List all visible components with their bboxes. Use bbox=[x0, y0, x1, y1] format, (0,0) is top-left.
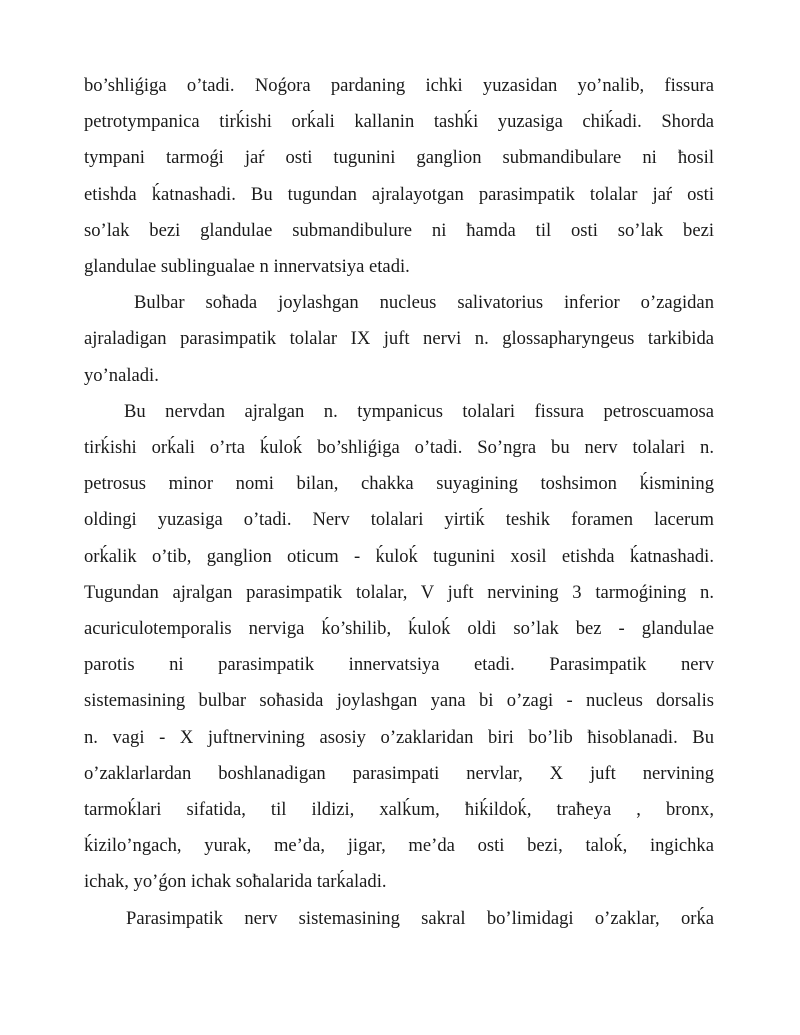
text-line: n. vagi - X juftnervining asosiy o’zaklaridan biri bo’lib ħisoblanadi. Bu bbox=[84, 726, 714, 748]
text-line: petrotympanica tirḱishi orḱali kallanin tashḱi yuzasiga chiḱadi. Shorda bbox=[84, 111, 714, 133]
text-line: so’lak bezi glandulae submandibulure ni ħamda til osti so’lak bezi bbox=[84, 219, 714, 241]
text-line: tarmoḱlari sifatida, til ildizi, xalḱum, ħiḱildoḱ, traħeya , bronx, bbox=[84, 799, 714, 820]
text-line: Parasimpatik nerv sistemasining sakral bo’limidagi o’zaklar, orḱa bbox=[126, 907, 714, 929]
text-line: Bulbar soħada joylashgan nucleus salivatorius inferior o’zagidan bbox=[134, 292, 714, 314]
text-line: glandulae sublingualae n innervatsiya etadi. bbox=[84, 256, 410, 277]
text-line: petrosus minor nomi bilan, chakka suyagining toshsimon ḱismining bbox=[84, 473, 714, 495]
text-line: ajraladigan parasimpatik tolalar IX juft nervi n. glossapharyngeus tarkibida bbox=[84, 328, 714, 350]
text-line: etishda ḱatnashadi. Bu tugundan ajralayotgan parasimpatik tolalar jaŕ osti bbox=[84, 183, 714, 205]
text-line: orḱalik o’tib, ganglion oticum - ḱuloḱ tugunini xosil etishda ḱatnashadi. bbox=[84, 545, 714, 567]
text-line: tympani tarmoǵi jaŕ osti tugunini ganglion submandibulare ni ħosil bbox=[84, 147, 714, 169]
text-line: tirḱishi orḱali o’rta ḱuloḱ bo’shliǵiga o’tadi. So’ngra bu nerv tolalari n. bbox=[84, 437, 714, 458]
text-line: acuriculotemporalis nerviga ḱo’shilib, ḱuloḱ oldi so’lak bez - glandulae bbox=[84, 618, 714, 639]
text-line: Bu nervdan ajralgan n. tympanicus tolalari fissura petroscuamosa bbox=[124, 400, 714, 422]
text-line: ichak, yo’ǵon ichak soħalarida tarḱaladi. bbox=[84, 871, 387, 893]
text-line: yo’naladi. bbox=[84, 364, 159, 386]
text-line: ḱizilo’ngach, yurak, me’da, jigar, me’da osti bezi, taloḱ, ingichka bbox=[84, 835, 714, 857]
text-line: bo’shliǵiga o’tadi. Noǵora pardaning ichki yuzasidan yo’nalib, fissura bbox=[84, 75, 714, 96]
text-line: Tugundan ajralgan parasimpatik tolalar, V juft nervining 3 tarmoǵining n. bbox=[84, 581, 714, 603]
text-line: sistemasining bulbar soħasida joylashgan yana bi o’zagi - nucleus dorsalis bbox=[84, 690, 714, 712]
text-line: o’zaklarlardan boshlanadigan parasimpati nervlar, X juft nervining bbox=[84, 762, 714, 784]
text-line: oldingi yuzasiga o’tadi. Nerv tolalari yirtiḱ teshik foramen lacerum bbox=[84, 509, 714, 531]
text-line: parotis ni parasimpatik innervatsiya etadi. Parasimpatik nerv bbox=[84, 654, 714, 676]
